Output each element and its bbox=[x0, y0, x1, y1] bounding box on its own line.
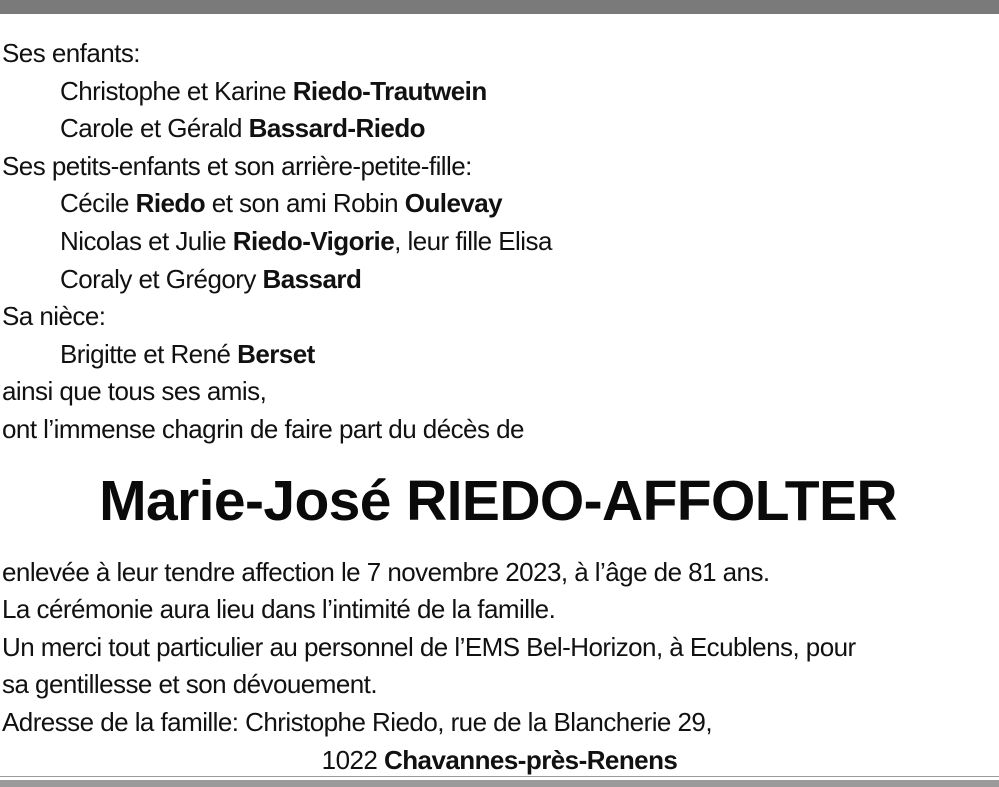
friends-line: ainsi que tous ses amis, bbox=[2, 376, 267, 407]
children-heading: Ses enfants: bbox=[2, 38, 140, 68]
deceased-name: Marie-José RIEDO-AFFOLTER bbox=[99, 469, 897, 534]
ceremony-line: La cérémonie aura lieu dans l’intimité de la famille. bbox=[2, 594, 556, 625]
town-name: Chavannes-près-Renens bbox=[383, 744, 678, 775]
grandchild-middle-text: et son ami Robin bbox=[205, 188, 405, 219]
grandchild-surname: Bassard bbox=[262, 263, 362, 294]
family-town-line bbox=[2, 742, 997, 780]
grandchildren-heading: Ses petits-enfants et son arrière-petite-fille: bbox=[2, 150, 472, 181]
grandchild-entry bbox=[2, 223, 997, 261]
announcement-line: ont l’immense chagrin de faire part du décès de bbox=[2, 413, 524, 444]
niece-entry bbox=[2, 336, 997, 374]
child-given-names: Christophe et Karine bbox=[60, 75, 293, 106]
child-entry bbox=[2, 73, 997, 111]
obituary-notice bbox=[2, 35, 997, 779]
grandchild-surname: Riedo-Vigorie bbox=[232, 225, 395, 256]
death-line: enlevée à leur tendre affection le 7 novembre 2023, à l’âge de 81 ans. bbox=[2, 556, 770, 587]
niece-given-names: Brigitte et René bbox=[60, 338, 238, 369]
grandchild-given-names: Coraly et Grégory bbox=[60, 263, 263, 294]
family-address-line: Adresse de la famille: Christophe Riedo, rue de la Blancherie 29, bbox=[2, 706, 712, 737]
postcode: 1022 bbox=[321, 744, 384, 775]
bottom-rule bbox=[0, 780, 999, 787]
bottom-rule-line bbox=[0, 776, 999, 777]
deceased-name-block bbox=[2, 449, 997, 554]
grandchild-entry bbox=[2, 261, 997, 299]
niece-heading: Sa nièce: bbox=[2, 301, 106, 332]
grandchild-partner-surname: Oulevay bbox=[404, 188, 503, 219]
child-entry bbox=[2, 110, 997, 148]
thanks-line-continued: sa gentillesse et son dévouement. bbox=[2, 669, 377, 700]
top-rule bbox=[0, 0, 999, 14]
child-surname: Bassard-Riedo bbox=[248, 113, 425, 144]
grandchild-surname: Riedo bbox=[135, 188, 206, 219]
child-surname: Riedo-Trautwein bbox=[292, 75, 487, 106]
grandchild-entry bbox=[2, 185, 997, 223]
child-given-names: Carole et Gérald bbox=[60, 113, 249, 144]
niece-surname: Berset bbox=[237, 338, 315, 369]
grandchild-middle-text: , leur fille Elisa bbox=[394, 225, 552, 256]
thanks-line: Un merci tout particulier au personnel de l’EMS Bel-Horizon, à Ecublens, pour bbox=[2, 631, 856, 662]
grandchild-given-names: Cécile bbox=[60, 188, 136, 219]
grandchild-given-names: Nicolas et Julie bbox=[60, 225, 233, 256]
